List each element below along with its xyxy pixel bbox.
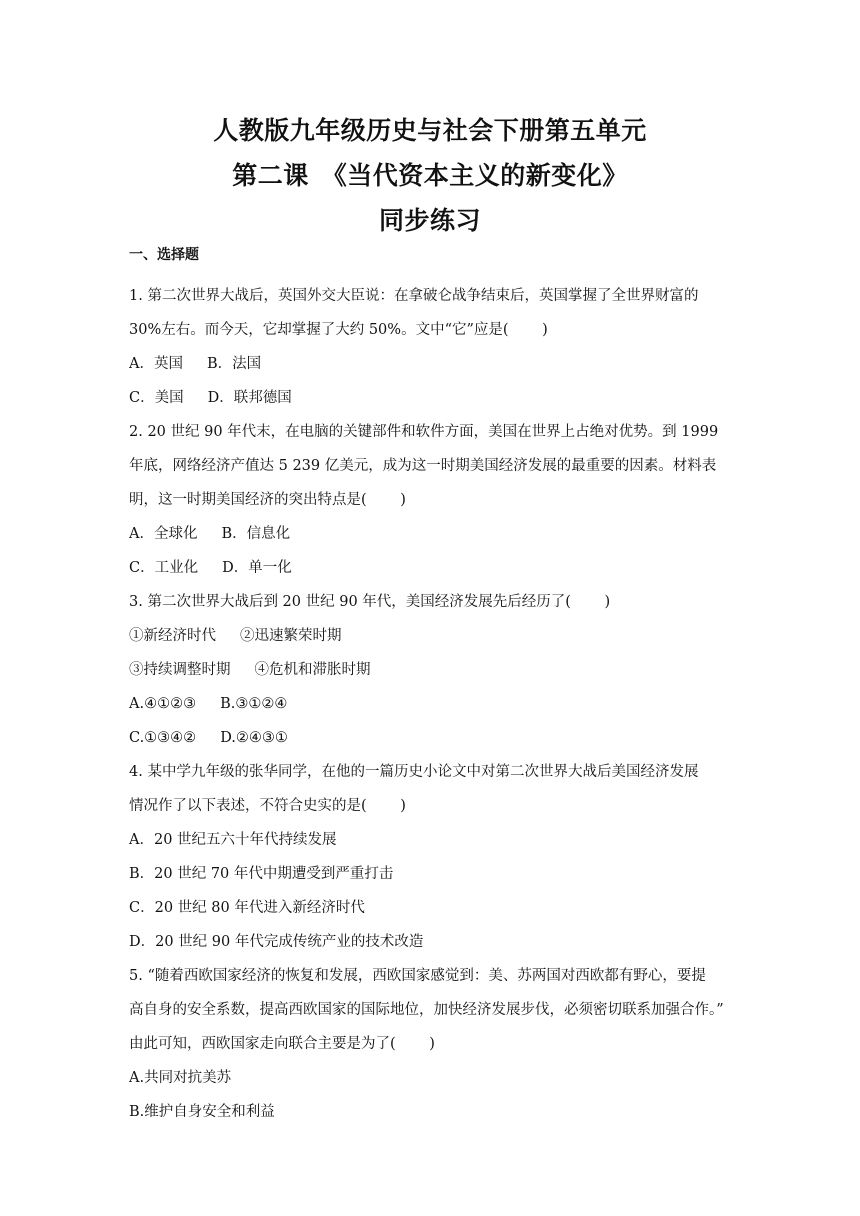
section-heading: 一、选择题 (129, 247, 199, 263)
option-a: A．20 世纪五六十年代持续发展 (129, 832, 337, 848)
statement-2: ②迅速繁荣时期 (240, 628, 342, 644)
question-stem-line: 5. “随着西欧国家经济的恢复和发展，西欧国家感觉到：美、苏两国对西欧都有野心，要提 (129, 968, 706, 984)
question-2 (129, 415, 733, 585)
question-stem-line: 明，这一时期美国经济的突出特点是( ) (129, 492, 406, 508)
option-a: A．英国 (129, 356, 183, 372)
option-d: D．联邦德国 (207, 390, 292, 406)
option-a: A．全球化 (129, 526, 198, 542)
question-stem-line: 3. 第二次世界大战后到 20 世纪 90 年代，美国经济发展先后经历了( ) (129, 594, 611, 610)
statement-row (129, 619, 733, 653)
statement-4: ④危机和滞胀时期 (254, 662, 371, 678)
option-b: B．法国 (206, 356, 262, 372)
option-b: B．信息化 (221, 526, 291, 542)
title-line-1: 人教版九年级历史与社会下册第五单元 (213, 116, 647, 145)
question-list (129, 279, 733, 1129)
statement-row (129, 653, 733, 687)
question-stem-line: 1. 第二次世界大战后，英国外交大臣说：在拿破仑战争结束后，英国掌握了全世界财富的 (129, 288, 699, 304)
option-b: B．20 世纪 70 年代中期遭受到严重打击 (129, 866, 394, 882)
option-row (129, 721, 733, 755)
question-stem-line: 高自身的安全系数，提高西欧国家的国际地位，加快经济发展步伐，必须密切联系加强合作。” (129, 1002, 724, 1018)
option-c: C．美国 (129, 390, 184, 406)
option-row (129, 347, 733, 381)
option-row (129, 381, 733, 415)
option-d: D．20 世纪 90 年代完成传统产业的技术改造 (129, 934, 424, 950)
option-a: A.④①②③ (129, 696, 197, 712)
option-b: B.维护自身安全和利益 (129, 1104, 275, 1120)
question-5 (129, 959, 733, 1129)
question-3 (129, 585, 733, 755)
statement-3: ③持续调整时期 (129, 662, 231, 678)
question-stem-line: 2. 20 世纪 90 年代末，在电脑的关键部件和软件方面，美国在世界上占绝对优势。到 1999 (129, 424, 719, 440)
option-d: D.②④③① (220, 730, 288, 746)
option-d: D．单一化 (222, 560, 292, 576)
title-block (0, 108, 860, 243)
option-c: C．工业化 (129, 560, 199, 576)
question-stem-line: 4. 某中学九年级的张华同学，在他的一篇历史小论文中对第二次世界大战后美国经济发展 (129, 764, 699, 780)
title-line-2: 第二课 《当代资本主义的新变化》 (232, 161, 628, 190)
question-stem-line: 年底，网络经济产值达 5 239 亿美元，成为这一时期美国经济发展的最重要的因素。材料表 (129, 458, 717, 474)
title-line-3: 同步练习 (378, 206, 481, 235)
question-stem-line: 情况作了以下表述，不符合史实的是( ) (129, 798, 406, 814)
option-row (129, 687, 733, 721)
statement-1: ①新经济时代 (129, 628, 216, 644)
option-row (129, 551, 733, 585)
option-c: C．20 世纪 80 年代进入新经济时代 (129, 900, 365, 916)
question-stem-line: 30%左右。而今天，它却掌握了大约 50%。文中“它”应是( ) (129, 322, 548, 338)
question-4 (129, 755, 733, 959)
option-row (129, 517, 733, 551)
question-1 (129, 279, 733, 415)
option-b: B.③①②④ (220, 696, 288, 712)
option-a: A.共同对抗美苏 (129, 1070, 232, 1086)
question-stem-line: 由此可知，西欧国家走向联合主要是为了( ) (129, 1036, 435, 1052)
option-c: C.①③④② (129, 730, 197, 746)
